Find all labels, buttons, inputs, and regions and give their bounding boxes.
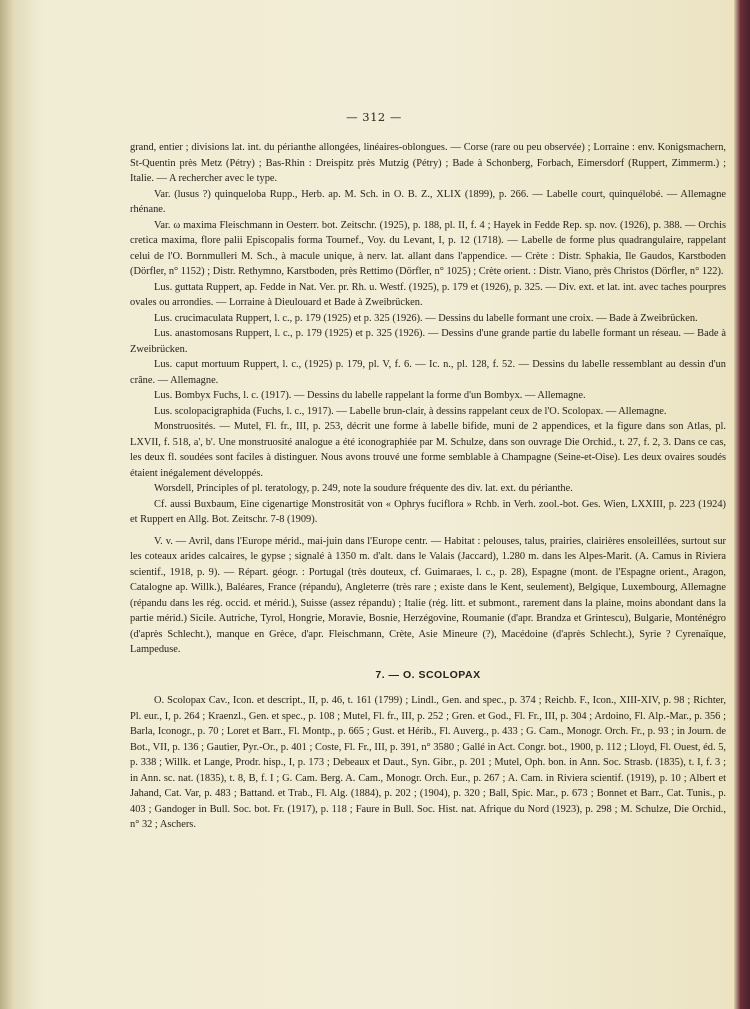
body-text: [130, 140, 726, 833]
section-title: 7. — O. SCOLOPAX: [375, 668, 481, 681]
paragraph: Monstruosités. — Mutel, Fl. fr., III, p. 253, décrit une forme à labelle bifide, muni de 2 appendices, et la figure dans son Atlas, pl. LXVII, f. 518, a', b'. Une monstruosité analogue a été iconographiée par M. Schulze, dans son ouvrage Die Orchid., t. 27, f. 2, 3. Dans ce cas, les deux fl. soudées sont faciles à distinguer. Nous avons trouvé une forme semblable à Champagne (Seine-et-Oise). Les deux ovaires soudés étaient inégalement développés.: [130, 421, 726, 479]
paragraph: grand, entier ; divisions lat. int. du périanthe allongées, linéaires-oblongues. — Corse (rare ou peu observée) ; Lorraine : env. Konigsmachern, St-Quentin près Metz (Pétry) ; Bas-Rhin : Dreispitz près Mutzig (Pétry) ; Bade à Schonberg, Forbach, Eimersdorf (Ruppert, Zimmerm.) ; Italie. — A rechercher avec le type.: [130, 142, 726, 184]
paragraph: Var. (lusus ?) quinqueloba Rupp., Herb. ap. M. Sch. in O. B. Z., XLIX (1899), p. 266. — Labelle court, quinquélobé. — Allemagne rhénane.: [130, 188, 726, 215]
book-cover-edge: [734, 0, 750, 1009]
book-binding-left: [0, 0, 14, 1009]
paragraph: V. v. — Avril, dans l'Europe mérid., mai-juin dans l'Europe centr. — Habitat : pelouses, talus, prairies, clairières ensoleillées, surtout sur les coteaux arides calcaires, le gypse ; signalé à 1350 m. d'alt. dans le Valais (Jaccard), 1.280 m. dans les Alpes-Marit. (A. Camus in Riviera scientif., 1918, p. 9). — Répart. géogr. : Portugal (très douteux, cf. Guimaraes, l. c., p. 28), Espagne (mont. de l'Espagne orient., Aragon, Catalogne ap. Willk.), Baléares, France (répandu), Angleterre (très rare ; existe dans le Kent, seulement), Belgique, Luxembourg, Allemagne (répandu dans les rég. occid. et mérid.), Suisse (assez répandu) ; Italie (rég. litt. et submont., rarement dans la plaine, moins abondant dans la partie mérid.) Sicile. Autriche, Tyrol, Hongrie, Moravie, Bosnie, Herzégovine, Roumanie (d'apr. Brandza et Grintescu), Bulgarie, Monténégro (d'après Schlecht.), manque en Grèce, d'apr. Fleischmann, Crète, Asie Mineure (?), Macédoine (d'après Schlecht.), Syrie ? Cyrenaïque, Lampeduse.: [130, 535, 726, 655]
paragraph: Lus. crucimaculata Ruppert, l. c., p. 179 (1925) et p. 325 (1926). — Dessins du labelle formant une croix. — Bade à Zweibrücken.: [154, 312, 698, 324]
paragraph: Var. ω maxima Fleischmann in Oesterr. bot. Zeitschr. (1925), p. 188, pl. II, f. 4 ; Hayek in Fedde Rep. sp. nov. (1926), p. 388. — Orchis cretica maxima, flore palii Episcopalis forma Tournef., Voy. du Levant, I, p. 12 (1718). — Labelle de forme plus quadrangulaire, rappelant celui de l'O. Bornmulleri M. Sch., à macule unique, à nerv. lat. allant dans l'appendice. — Crète : Distr. Sphakia, Ile Gaudos, Karstboden (Dörfler, n° 1152) ; Distr. Rethymno, Karstboden, près Rettimo (Dörfler, n° 1025) ; Crète orient. : Distr. Viano, près Christos (Dörfler, n° 122).: [130, 219, 726, 277]
species-paragraph: O. Scolopax Cav., Icon. et descript., II, p. 46, t. 161 (1799) ; Lindl., Gen. and spec., p. 374 ; Reichb. F., Icon., XIII-XIV, p. 98 ; Richter, Pl. eur., I, p. 264 ; Kraenzl., Gen. et spec., p. 108 ; Mutel, Fl. fr., III, p. 252 ; Gren. et God., Fl. Fr., III, p. 304 ; Ardoino, Fl. Alp.-Mar., p. 356 ; Barla, Iconogr., p. 70 ; Loret et Barr., Fl. Montp., p. 665 ; Gust. et Hérib., Fl. Auverg., p. 433 ; G. Cam., Monogr. Orch. Fr., p. 93 ; in Journ. de Bot., VII, p. 136 ; Gautier, Pyr.-Or., p. 401 ; Coste, Fl. Fr., III, p. 391, n° 3580 ; Gallé in Act. Congr. bot., 1900, p. 112 ; Lloyd, Fl. Ouest, éd. 5, p. 338 ; Willk. et Lange, Prodr. hisp., I, p. 173 ; Debeaux et Daut., Syn. Gibr., p. 201 ; Mutel, Oph. bon. in Ann. Soc. Strasb. (1835), t. I, f. 3 ; in Ann. sc. nat. (1835), t. 8, B, f. I ; G. Cam. Berg. A. Cam., Monogr. Orch. Eur., p. 267 ; A. Cam. in Riviera scientif. (1919), p. 10 ; Albert et Jahand, Cat. Var, p. 483 ; Battand. et Trab., Fl. Alg. (1884), p. 202 ; (1904), p. 320 ; Ball, Spic. Mar., p. 673 ; Bonnet et Barr., Cat. Tunis., p. 403 ; Gandoger in Bull. Soc. bot. Fr. (1917), p. 118 ; Faure in Bull. Soc. Hist. nat. Afrique du Nord (1923), p. 298 ; M. Schulze, Die Orchid., n° 32 ; Aschers.: [130, 695, 726, 830]
paragraph: Worsdell, Principles of pl. teratology, p. 249, note la soudure fréquente des div. lat. ext. du périanthe.: [154, 483, 573, 494]
paragraph: Lus. caput mortuum Ruppert, l. c., (1925) p. 179, pl. V, f. 6. — Ic. n., pl. 128, f. 52. — Dessins du labelle ressemblant au dessin d'un crâne. — Allemagne.: [130, 359, 726, 386]
paragraph: Lus. scolopacigraphida (Fuchs, l. c., 1917). — Labelle brun-clair, à dessins rappelant ceux de l'O. Scolopax. — Allemagne.: [154, 405, 667, 417]
book-page: [14, 0, 734, 1009]
paragraph: Lus. Bombyx Fuchs, l. c. (1917). — Dessins du labelle rappelant la forme d'un Bombyx. — Allemagne.: [154, 390, 586, 401]
page-number: — 312 —: [346, 110, 402, 124]
paragraph: Cf. aussi Buxbaum, Eine cigenartige Monstrosität von « Ophrys fuciflora » Rchb. in Verh. zool.-bot. Ges. Wien, LXXIII, p. 223 (1924) et Ruppert en Allg. Bot. Zeitschr. 7-8 (1909).: [130, 498, 726, 525]
paragraph: Lus. guttata Ruppert, ap. Fedde in Nat. Ver. pr. Rh. u. Westf. (1925), p. 179 et (1926), p. 325. — Div. ext. et lat. int. avec taches pourpres ovales ou arrondies. — Lorraine à Dieulouard et Bade à Zweibrücken.: [130, 281, 726, 308]
paragraph: Lus. anastomosans Ruppert, l. c., p. 179 (1925) et p. 325 (1926). — Dessins d'une grande partie du labelle formant un réseau. — Bade à Zweibrücken.: [130, 328, 726, 355]
